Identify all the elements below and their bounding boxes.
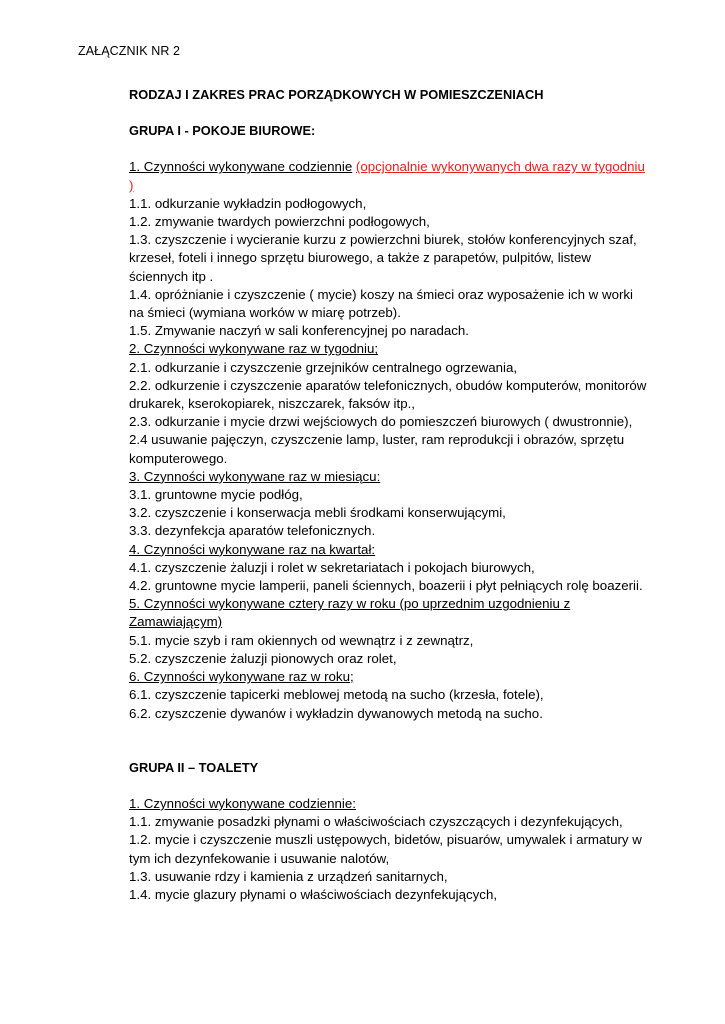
list-item: 4.2. gruntowne mycie lamperii, paneli ściennych, boazerii i płyt pełniących rolę boazerii. [129, 578, 643, 594]
g1-section4-heading: 4. Czynności wykonywane raz na kwartał: [129, 541, 376, 557]
list-item: 3.3. dezynfekcja aparatów telefonicznych. [129, 523, 376, 539]
list-item: 3.1. gruntowne mycie podłóg, [129, 487, 303, 503]
document-title: RODZAJ I ZAKRES PRAC PORZĄDKOWYCH W POMIESZCZENIACH [129, 87, 544, 102]
list-item: 1.2. mycie i czyszczenie muszli ustępowych, bidetów, pisuarów, umywalek i armatury w tym ich dezynfekowanie i usuwanie nalotów, [129, 832, 642, 866]
list-item: 1.3. usuwanie rdzy i kamienia z urządzeń sanitarnych, [129, 868, 448, 884]
document-body [129, 86, 649, 904]
list-item: 5.1. mycie szyb i ram okiennych od wewnątrz i z zewnątrz, [129, 632, 474, 648]
g1-section1-heading-text: 1. Czynności wykonywane codziennie [129, 159, 353, 175]
spacer [129, 723, 649, 759]
spacer [129, 777, 649, 795]
list-item: 6.2. czyszczenie dywanów i wykładzin dywanowych metodą na sucho. [129, 705, 543, 721]
group1-heading: GRUPA I - POKOJE BIUROWE: [129, 123, 316, 139]
list-item: 2.1. odkurzanie i czyszczenie grzejników centralnego ogrzewania, [129, 359, 518, 375]
annex-label: ZAŁĄCZNIK NR 2 [78, 44, 181, 58]
list-item: 6.1. czyszczenie tapicerki meblowej metodą na sucho (krzesła, fotele), [129, 687, 544, 703]
g1-section2-heading: 2. Czynności wykonywane raz w tygodniu; [129, 341, 379, 357]
list-item: 1.2. zmywanie twardych powierzchni podłogowych, [129, 214, 430, 230]
list-item: 5.2. czyszczenie żaluzji pionowych oraz rolet, [129, 650, 397, 666]
g1-section6-heading: 6. Czynności wykonywane raz w roku; [129, 669, 354, 685]
spacer [129, 140, 649, 158]
list-item: 1.1. odkurzanie wykładzin podłogowych, [129, 195, 367, 211]
list-item: 1.5. Zmywanie naczyń w sali konferencyjnej po naradach. [129, 323, 469, 339]
list-item: 1.1. zmywanie posadzki płynami o właściwościach czyszczących i dezynfekujących, [129, 814, 623, 830]
list-item: 1.4. mycie glazury płynami o właściwościach dezynfekujących, [129, 886, 498, 902]
g1-section1-heading-note: (opcjonalnie wykonywanych dwa razy w tygodniu ) [129, 159, 645, 193]
list-item: 2.3. odkurzanie i mycie drzwi wejściowych do pomieszczeń biurowych ( dwustronnie), [129, 414, 633, 430]
g1-section1-heading [129, 158, 649, 194]
spacer [129, 104, 649, 122]
g1-section5-heading: 5. Czynności wykonywane cztery razy w roku (po uprzednim uzgodnieniu z Zamawiającym) [129, 596, 571, 630]
group2-heading: GRUPA II – TOALETY [129, 759, 259, 775]
list-item: 3.2. czyszczenie i konserwacja mebli środkami konserwującymi, [129, 505, 506, 521]
g2-section1-heading: 1. Czynności wykonywane codziennie: [129, 795, 356, 811]
list-item: 2.4 usuwanie pajęczyn, czyszczenie lamp, luster, ram reprodukcji i obrazów, sprzętu komputerowego. [129, 432, 625, 466]
list-item: 1.3. czyszczenie i wycieranie kurzu z powierzchni biurek, stołów konferencyjnych szaf, krzeseł, foteli i innego sprzętu biurowego, a także z parapetów, pulpitów, listew ściennych itp . [129, 232, 637, 284]
g1-section3-heading: 3. Czynności wykonywane raz w miesiącu: [129, 468, 381, 484]
list-item: 4.1. czyszczenie żaluzji i rolet w sekretariatach i pokojach biurowych, [129, 559, 535, 575]
list-item: 2.2. odkurzenie i czyszczenie aparatów telefonicznych, obudów komputerów, monitorów drukarek, kserokopiarek, niszczarek, faksów itp., [129, 377, 647, 412]
list-item: 1.4. opróżnianie i czyszczenie ( mycie) koszy na śmieci oraz wyposażenie ich w worki na śmieci (wymiana worków w miarę potrzeb). [129, 286, 633, 321]
